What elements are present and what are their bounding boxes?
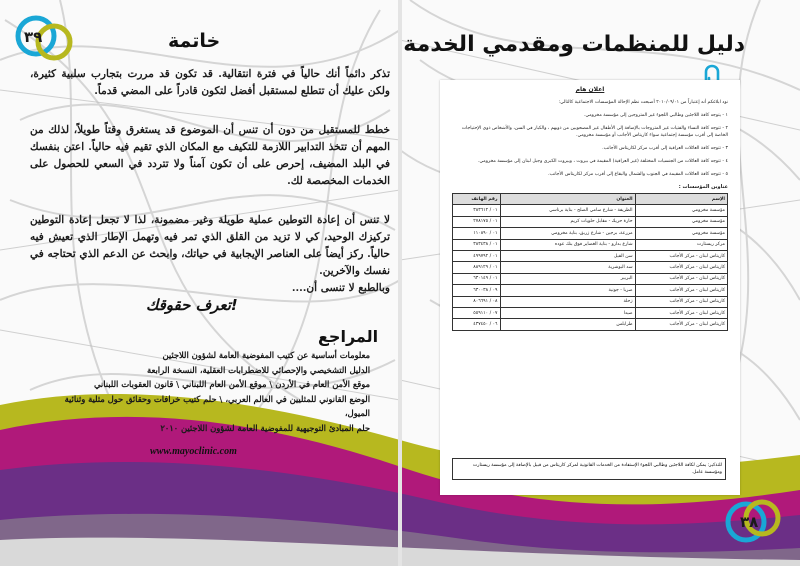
references-list <box>40 348 370 435</box>
notice-reminder: للتذكير: يمكن لكافة اللاجئين وطالبي اللجوء الإستفادة من الخدمات القانونية لمركز كاريتاس من قبيل بالإضافة إلى مؤسسة ريستارت ومؤسسة عامل. <box>452 458 726 480</box>
reference-item: موقع الأمن العام في الأردن \ موقع الأمن العام اللبناني \ قانون العقوبات اللبناني <box>94 379 370 389</box>
table-cell: ٠١ / ٢٧٨١٧٥ <box>453 216 501 227</box>
table-cell: ٠٨ / ٨٠٦٦٩١ <box>453 296 501 307</box>
table-cell: ٠١ / ٣٨٣٦١٢ <box>453 205 501 216</box>
table-cell: ٠٦ / ٤٣٧٤٥٠ <box>453 319 501 330</box>
table-cell: صربا - جونية <box>500 285 635 296</box>
table-cell: سد البوشرية <box>500 262 635 273</box>
table-cell: حارة حريك - مقابل حلويات كريم <box>500 216 635 227</box>
table-cell: مؤسسة مخزومي <box>635 216 727 227</box>
table-cell: كاريتاس لبنان - مركز الأجانب <box>635 296 727 307</box>
table-cell: مؤسسة مخزومي <box>635 228 727 239</box>
table-cell: كاريتاس لبنان - مركز الأجانب <box>635 307 727 318</box>
table-row <box>453 216 728 227</box>
table-cell: كاريتاس لبنان - مركز الأجانب <box>635 262 727 273</box>
table-title: عناوين المؤسسات : <box>678 184 728 190</box>
notice-item: ٢ - تتوجه كافة النساء والفتيات غير المتزوجات بالإضافة إلى الأطفال غير المصحوبين من ذويهم ، والكبار في السن، والأشخاص ذوي الإحتياجات الخاصة إلى أقرب مؤسسة إجتماعية سواء كاريتاس الأجانب أو مؤسسة مخزومي. <box>461 126 728 138</box>
table-cell: طرابلس <box>500 319 635 330</box>
table-cell: صيدا <box>500 307 635 318</box>
table-row <box>453 273 728 284</box>
paragraph-2: خطط للمستقبل من دون أن تنس أن الموضوع قد يستغرق وقتاً طويلاً، لذلك من المهم أن تتخذ التدابير اللازمة للتكيف مع المكان الذي تقيم فيه حالياً. اعتن بنفسك في البلد المضيف، إحرص على أن تكون آمناً ولا تتردد في السعي للحصول على الخدمات المخصصة لك. <box>30 124 390 187</box>
table-cell: زحلة <box>500 296 635 307</box>
table-cell: كاريتاس لبنان - مركز الأجانب <box>635 319 727 330</box>
table-cell: ٠١ / ٦٣٠١٤٩ <box>453 273 501 284</box>
table-cell: كاريتاس لبنان - مركز الأجانب <box>635 285 727 296</box>
notice-heading: اعلان هام <box>575 86 605 93</box>
addresses-table <box>452 193 728 331</box>
page-title-left: خاتمة <box>168 30 221 52</box>
table-row <box>453 319 728 330</box>
table-row <box>453 239 728 250</box>
paragraph-3: لا تنس أن إعادة التوطين عملية طويلة وغير مضمونة، لذا لا تجعل إعادة التوطين تركيزك الوحيد، كي لا تزيد من القلق الذي تمر فيه وتهمل الإطار الذي تعيش فيه حالياً. ركز أيضاً على العناصر الإيجابية في حياتك، وابحث عن الدعم الذي تحتاجه في نفسك والآخرين. <box>30 214 390 277</box>
table-row <box>453 307 728 318</box>
table-cell: شارع بدارو - بناية الغضاير فوق بنك عوده <box>500 239 635 250</box>
table-cell: ٠١ / ٣٨٣٤٣٨ <box>453 239 501 250</box>
table-row <box>453 228 728 239</box>
notice-item: ٤ - تتوجه كافة العائلات من الجنسيات المختلفة (غير العراقية) المقيمة في بيروت ، وبيروت الكبرى وجبل لبنان إلى مؤسسة مخزومي. <box>477 159 728 164</box>
table-cell: كاريتاس لبنان - مركز الأجانب <box>635 250 727 261</box>
table-cell: ٠١ / ٨٨٩١٢٩ <box>453 262 501 273</box>
table-row <box>453 262 728 273</box>
notice-item: ١ - يتوجه كافة اللاجئين وطالبي اللجوء غير المتزوجين إلى مؤسسة مخزومي. <box>583 113 728 118</box>
table-cell: كاريتاس لبنان - مركز الأجانب <box>635 273 727 284</box>
table-cell: البربير <box>500 273 635 284</box>
table-cell: ٠١ / ٤٩٩٧٩٢ <box>453 250 501 261</box>
notice-item: ٥ - تتوجه كافة العائلات المقيمة في الجنوب والشمال والبقاع إلى أقرب مركز لكاريتاس الأجانب. <box>548 172 728 177</box>
notice-intro: نود ابلاغكم أنه إعتباراً من ٢٠١٠/٠٩/٠١ أصبحت نظم الإحالة المؤسسات الاجتماعية كالتالي: <box>558 100 728 105</box>
column-header: العنوان <box>500 194 635 205</box>
table-cell: ٠٧ / ٥٥٩١١٠ <box>453 307 501 318</box>
page-title-right: دليل للمنظمات ومقدمي الخدمة <box>403 32 745 57</box>
column-header: رقم الهاتف <box>453 194 501 205</box>
table-row <box>453 250 728 261</box>
references-heading: المراجع <box>318 327 379 346</box>
table-header-row <box>453 194 728 205</box>
column-header: الإسم <box>635 194 727 205</box>
table-cell: ٠٩ / ٦٣٠٠٣٨ <box>453 285 501 296</box>
table-cell: مزرعة، برجين - شارع زريق، بناية مخزومي <box>500 228 635 239</box>
table-cell: الظريفة - شارع سامي الصلح - بناية برناسي <box>500 205 635 216</box>
table-cell: مركز ريستارت <box>635 239 727 250</box>
table-row <box>453 296 728 307</box>
table-body <box>453 205 728 330</box>
scanned-notice <box>440 80 740 495</box>
reference-item: معلومات أساسية عن كتيب المفوضية العامة لشؤون اللاجئين <box>162 350 370 360</box>
table-row <box>453 285 728 296</box>
page-number-left: ٣٩ <box>24 28 43 46</box>
know-rights-heading: تعرف حقوقك! <box>146 296 238 314</box>
page-number-right: ٣٨ <box>740 513 759 531</box>
reference-item: الدليل التشخيصي والإحصائي للاضطرابات العقلية، النسخة الرابعة <box>147 364 370 375</box>
reference-url: www.mayoclinic.com <box>150 446 237 457</box>
table-cell: مؤسسة مخزومي <box>635 205 727 216</box>
table-cell: ٠١ / ١١٠٨٩٠ <box>453 228 501 239</box>
table-cell: سن الفيل <box>500 250 635 261</box>
notice-item: ٣ - تتوجه كافة العائلات العراقية إلى أقرب مركز لكاريتاس الأجانب. <box>602 146 728 151</box>
closing-line: وبالطبع لا تنسى أن.... <box>291 282 390 294</box>
reference-item: حلم المبادئ التوجيهية للمفوضية العامة لشؤون اللاجئين ٢٠١٠ <box>160 422 370 433</box>
reference-item: الوضع القانوني للمثليين في العالم العربي، \ حلم كتيب خرافات وحقائق حول مثلية وثنائية الميول، <box>64 393 370 418</box>
paragraph-1: تذكر دائماً أنك حالياً في فترة انتقالية. قد تكون قد مررت بتجارب سلبية كثيرة، ولكن عليك أن تتطلع لمستقبل أفضل لتكون قادراً على المضي قدماً. <box>30 68 390 97</box>
table-row <box>453 205 728 216</box>
